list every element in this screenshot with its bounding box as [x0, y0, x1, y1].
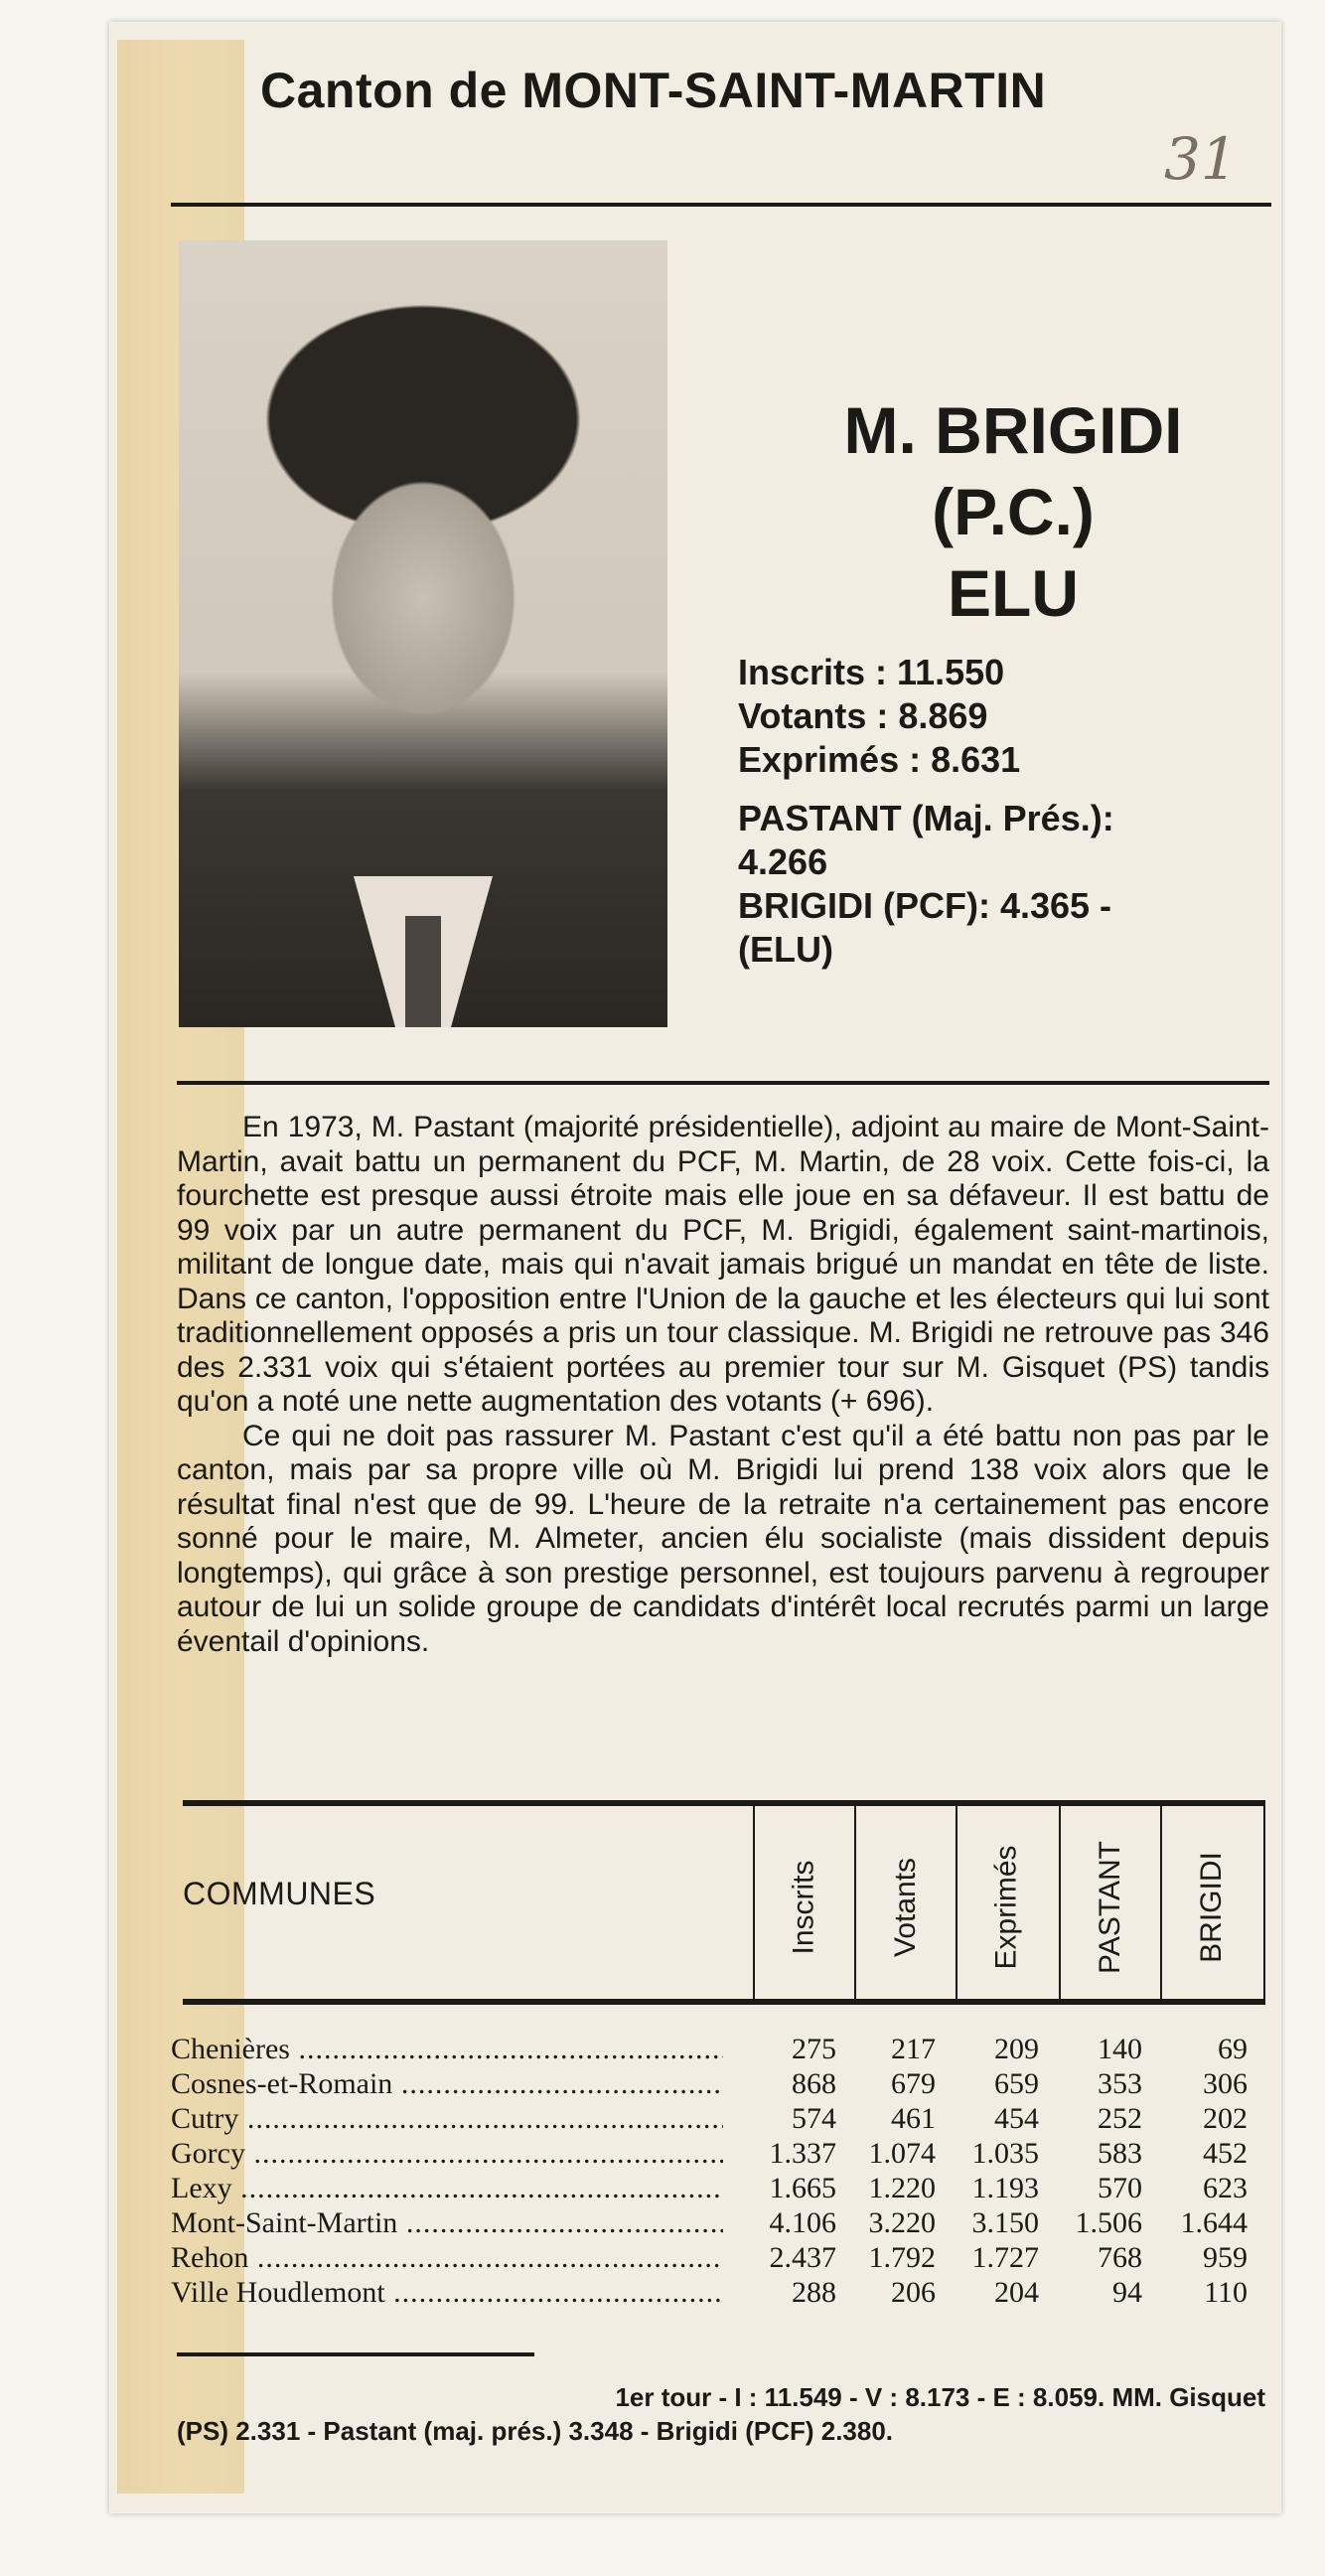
result-pastant [738, 797, 1266, 884]
handwritten-page-mark: 31 [1164, 125, 1238, 193]
table-cell-exprimés: 204 [994, 2276, 1039, 2309]
candidate-name: M. BRIGIDI [843, 393, 1183, 467]
column-divider [1263, 1806, 1265, 2005]
table-cell-inscrits: 288 [792, 2276, 836, 2309]
table-cell-pastant: 570 [1098, 2172, 1142, 2204]
table-cell-brigidi: 202 [1203, 2102, 1248, 2135]
footnote-line-1: 1er tour - I : 11.549 - V : 8.173 - E : 8.059. MM. Gisquet [615, 2382, 1265, 2412]
article-paragraph-1: En 1973, M. Pastant (majorité présidentielle), adjoint au maire de Mont-Saint-Martin, avait battu un permanent du PCF, M. Martin, de 28 voix. Cette fois-ci, la fourchette est presque aussi étroite mais elle joue en sa défaveur. Il est battu de 99 voix par un autre permanent du PCF, M. Brigidi, également saint-martinois, militant de longue date, mais qui n'avait jamais brigué un mandat en tête de liste. Dans ce canton, l'opposition entre l'Union de la gauche et les électeurs qui lui sont traditionnellement opposés a pris un tour classique. M. Brigidi ne retrouve pas 346 des 2.331 voix qui s'étaient portées au premier tour sur M. Gisquet (PS) tandis qu'on a noté une nette augmentation des votants (+ 696). [177, 1111, 1269, 1418]
table-row [171, 2206, 1263, 2241]
table-cell-inscrits: 868 [792, 2067, 836, 2100]
table-row [171, 2067, 1263, 2102]
column-header-brigidi: BRIGIDI [1195, 1852, 1228, 1963]
table-cell-brigidi: 623 [1203, 2172, 1248, 2204]
commune-name: Mont-Saint-Martin ..... [171, 2206, 723, 2240]
result-brigidi-label: BRIGIDI (PCF): 4.365 - [738, 885, 1112, 926]
commune-name: Ville Houdlemont ..... [171, 2276, 723, 2310]
table-cell-inscrits: 1.665 [769, 2172, 836, 2204]
table-cell-exprimés: 454 [994, 2102, 1039, 2135]
table-cell-pastant: 583 [1098, 2137, 1142, 2170]
table-cell-votants: 461 [891, 2102, 936, 2135]
column-header-pastant: PASTANT [1094, 1841, 1126, 1974]
table-cell-exprimés: 3.150 [971, 2206, 1039, 2239]
table-cell-pastant: 94 [1112, 2276, 1142, 2309]
commune-name: Lexy ..... [171, 2172, 723, 2205]
table-cell-pastant: 252 [1098, 2102, 1142, 2135]
commune-name: Rehon ..... [171, 2241, 723, 2275]
table-cell-brigidi: 306 [1203, 2067, 1248, 2100]
table-header-rule [183, 1999, 1265, 2005]
table-row [171, 2172, 1263, 2206]
footnote-rule [177, 2352, 534, 2356]
table-cell-votants: 1.220 [868, 2172, 936, 2204]
table-cell-inscrits: 2.437 [769, 2241, 836, 2274]
table-cell-pastant: 353 [1098, 2067, 1142, 2100]
first-round-footnote [177, 2380, 1265, 2448]
table-cell-brigidi: 452 [1203, 2137, 1248, 2170]
table-cell-exprimés: 209 [994, 2033, 1039, 2065]
table-cell-inscrits: 275 [792, 2033, 836, 2065]
table-cell-votants: 1.074 [868, 2137, 936, 2170]
result-pastant-label: PASTANT (Maj. Prés.): [738, 798, 1114, 838]
table-cell-pastant: 140 [1098, 2033, 1142, 2065]
portrait-tie [405, 916, 441, 1027]
column-header-inscrits: Inscrits [787, 1860, 820, 1955]
table-cell-brigidi: 69 [1218, 2033, 1248, 2065]
commune-name: Cosnes-et-Romain ..... [171, 2067, 723, 2101]
table-row [171, 2033, 1263, 2067]
footnote-line-2: (PS) 2.331 - Pastant (maj. prés.) 3.348 - Brigidi (PCF) 2.380. [177, 2416, 894, 2446]
commune-name: Gorcy ..... [171, 2137, 723, 2171]
result-brigidi [738, 884, 1266, 972]
table-cell-exprimés: 1.193 [971, 2172, 1039, 2204]
table-cell-inscrits: 574 [792, 2102, 836, 2135]
stat-votants: Votants : 8.869 [738, 695, 988, 736]
canton-title: Canton de MONT-SAINT-MARTIN [260, 63, 1047, 118]
table-cell-exprimés: 1.035 [971, 2137, 1039, 2170]
result-brigidi-value: (ELU) [738, 929, 833, 970]
candidate-party: (P.C.) [932, 475, 1095, 548]
candidate-status: ELU [948, 556, 1079, 630]
stat-exprimes: Exprimés : 8.631 [738, 739, 1021, 780]
table-row [171, 2137, 1263, 2172]
table-cell-pastant: 1.506 [1075, 2206, 1142, 2239]
table-row [171, 2102, 1263, 2137]
article-top-rule [177, 1081, 1269, 1085]
table-cell-votants: 1.792 [868, 2241, 936, 2274]
commune-name: Chenières ..... [171, 2033, 723, 2066]
table-row [171, 2276, 1263, 2311]
communes-column-header: COMMUNES [183, 1876, 376, 1911]
candidate-heading [755, 389, 1271, 634]
article-body [177, 1111, 1269, 1659]
table-cell-pastant: 768 [1098, 2241, 1142, 2274]
column-header-exprimes: Exprimés [990, 1845, 1023, 1970]
table-cell-votants: 679 [891, 2067, 936, 2100]
table-cell-inscrits: 4.106 [769, 2206, 836, 2239]
table-cell-votants: 206 [891, 2276, 936, 2309]
commune-name: Cutry ..... [171, 2102, 723, 2136]
result-pastant-value: 4.266 [738, 841, 828, 882]
table-top-rule [183, 1800, 1265, 1806]
table-cell-exprimés: 1.727 [971, 2241, 1039, 2274]
stat-inscrits: Inscrits : 11.550 [738, 652, 1005, 692]
table-cell-brigidi: 110 [1204, 2276, 1248, 2309]
candidate-portrait-photo [179, 240, 667, 1027]
table-row [171, 2241, 1263, 2276]
table-cell-votants: 3.220 [868, 2206, 936, 2239]
table-cell-votants: 217 [891, 2033, 936, 2065]
column-header-votants: Votants [889, 1857, 923, 1958]
table-cell-exprimés: 659 [994, 2067, 1039, 2100]
header-rule [171, 203, 1271, 207]
table-cell-inscrits: 1.337 [769, 2137, 836, 2170]
table-cell-brigidi: 1.644 [1180, 2206, 1248, 2239]
article-paragraph-2: Ce qui ne doit pas rassurer M. Pastant c'est qu'il a été battu non pas par le canton, mais par sa propre ville où M. Brigidi lui prend 138 voix alors que le résultat final n'est que de 99. L'heure de la retraite n'a certainement pas encore sonné pour le maire, M. Almeter, ancien élu socialiste (mais dissident depuis longtemps), qui grâce à son prestige personnel, est toujours parvenu à regrouper autour de lui un solide groupe de candidats d'intérêt local recrutés parmi un large éventail d'opinions. [177, 1419, 1269, 1658]
table-cell-brigidi: 959 [1203, 2241, 1248, 2274]
